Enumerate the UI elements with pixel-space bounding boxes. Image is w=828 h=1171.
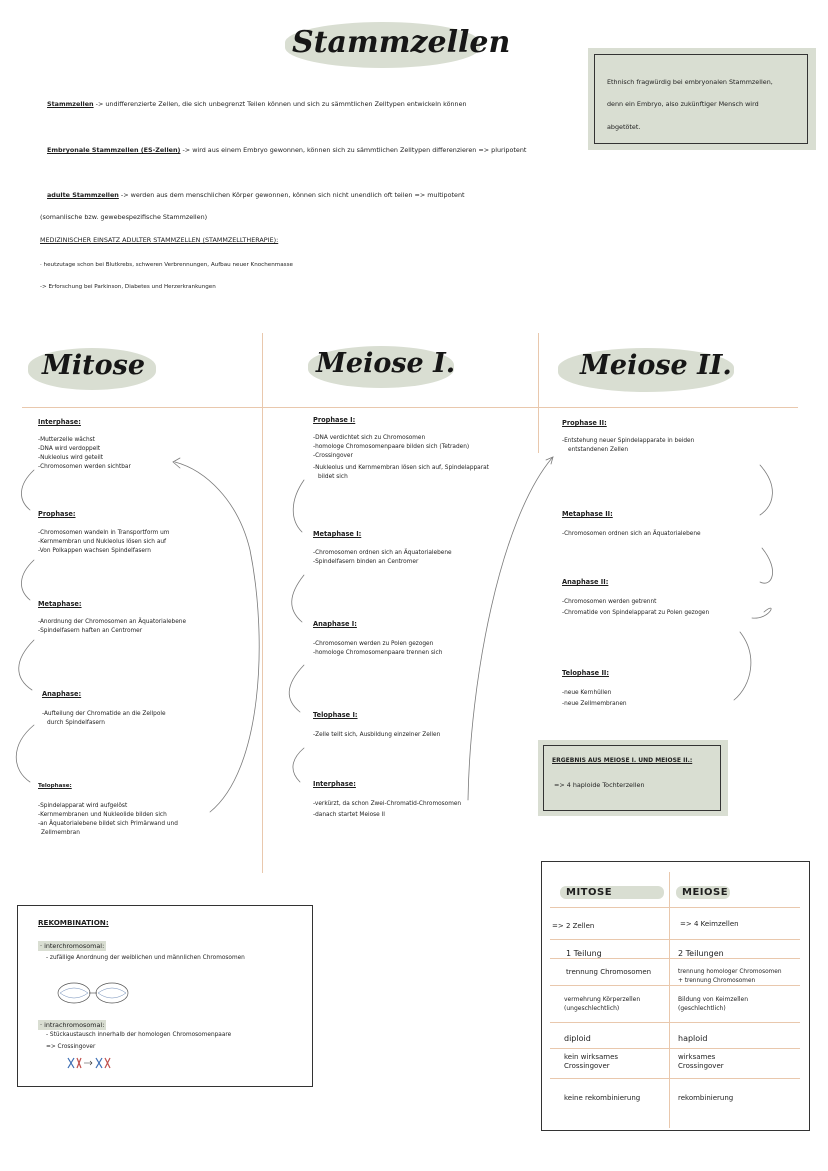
table-cell: diploid — [564, 1034, 591, 1043]
phase-line: -Spindelfasern binden an Centromer — [313, 559, 419, 565]
table-cell: rekombinierung — [678, 1094, 734, 1102]
phase-heading: Anaphase II: — [562, 578, 609, 586]
phase-line: -homologe Chromosomenpaare bilden sich (Tetraden) — [313, 444, 470, 450]
phase-line: -neue Zellmembranen — [562, 701, 627, 707]
phase-line: -Mutterzelle wächst — [38, 437, 95, 443]
phase-line: -Chromosomen werden getrennt — [562, 599, 657, 605]
phase-heading: Telophase II: — [562, 669, 609, 677]
table-row-line — [550, 1022, 800, 1023]
intra-text: - Stückaustausch innerhalb der homologen Chromosomenpaare — [46, 1032, 232, 1038]
ethics-line-1: Ethnisch fragwürdig bei embryonalen Stammzellen, — [607, 78, 773, 86]
intra-result: => Crossingover — [46, 1044, 96, 1050]
phase-line: -an Äquatorialebene bildet sich Primärwand und — [38, 821, 178, 827]
phase-heading: Interphase: — [313, 780, 356, 788]
med-line-2: -> Erforschung bei Parkinson, Diabetes und Herzerkrankungen — [40, 284, 216, 290]
phase-line: -DNA wird verdoppelt — [38, 446, 101, 452]
phase-line: Zellmembran — [41, 830, 80, 836]
meiose2-arrow-2 — [760, 548, 773, 583]
table-header-meiose: MEIOSE — [682, 887, 729, 898]
phase-line: -Crossingover — [313, 453, 353, 459]
inter-text: - zufällige Anordnung der weiblichen und männlichen Chromosomen — [46, 955, 245, 961]
phase-line: durch Spindelfasern — [47, 720, 105, 726]
phase-heading: Anaphase I: — [313, 620, 357, 628]
med-heading: MEDIZINISCHER EINSATZ ADULTER STAMMZELLEN (STAMMZELLTHERAPIE): — [40, 236, 279, 244]
table-row-line — [550, 939, 800, 940]
meiose-transfer-arrow — [468, 458, 552, 800]
meiose1-title: Meiose I. — [316, 348, 456, 379]
table-cell: haploid — [678, 1034, 708, 1043]
result-text: => 4 haploide Tochterzellen — [554, 781, 645, 789]
phase-heading: Prophase: — [38, 510, 76, 518]
phase-heading: Prophase II: — [562, 419, 607, 427]
meiose2-arrow-4 — [734, 632, 751, 700]
phase-line: -danach startet Meiose II — [313, 812, 386, 818]
table-cell: kein wirksames Crossingover — [564, 1053, 619, 1070]
phase-line: -Chromosomen wandeln in Transportform um — [38, 530, 170, 536]
inter-label: · interchromosomal: — [40, 942, 105, 950]
table-col-divider — [669, 872, 670, 1128]
phase-line: -Chromosomen werden zu Polen gezogen — [313, 641, 434, 647]
def-adult-sub: (somanlische bzw. gewebespezifische Stammzellen) — [40, 213, 208, 221]
phase-line: -Zelle teilt sich, Ausbildung einzelner Zellen — [313, 732, 441, 738]
phase-heading: Telophase I: — [313, 711, 358, 719]
mitose-arrow-3 — [19, 640, 34, 690]
def-stammzellen-term: Stammzellen — [47, 100, 94, 108]
def-es-text: -> wird aus einem Embryo gewonnen, können sich zu sämmtlichen Zelltypen differenzieren => pluripotent — [182, 146, 527, 154]
meiose2-arrow-1 — [760, 465, 772, 515]
table-cell: wirksames Crossingover — [678, 1053, 724, 1070]
table-cell: => 4 Keimzellen — [680, 920, 739, 928]
table-cell: trennung Chromosomen — [566, 968, 652, 976]
table-cell: Bildung von Keimzellen (geschlechtlich) — [678, 996, 749, 1012]
phase-line: bildet sich — [318, 474, 348, 480]
phase-heading: Telophase: — [38, 783, 72, 789]
phase-line: -DNA verdichtet sich zu Chromosomen — [313, 435, 426, 441]
table-header-mitose: MITOSE — [566, 887, 613, 898]
chromosome-x-2 — [77, 1058, 81, 1068]
phase-line: -Chromosomen ordnen sich an Äquatorialebene — [313, 550, 452, 556]
def-es-term: Embryonale Stammzellen (ES-Zellen) — [47, 146, 181, 154]
def-adult-text: -> werden aus dem menschlichen Körper gewonnen, können sich nicht unendlich oft teilen => multipotent — [120, 191, 465, 199]
meiose1-arrow-2 — [292, 575, 304, 622]
cell-right-spindle — [98, 988, 126, 998]
meiose1-arrow-1 — [293, 480, 304, 532]
phase-line: -Chromosomen ordnen sich an Äquatorialebene — [562, 531, 701, 537]
phase-line: -Kernmembran und Nukleolus lösen sich auf — [38, 539, 167, 545]
table-cell: trennung homologer Chromosomen + trennung Chromosomen — [678, 969, 782, 984]
def-adult-term: adulte Stammzellen — [47, 191, 119, 199]
mitose-arrow-4 — [16, 725, 34, 782]
phase-line: -Nukleolus wird geteilt — [38, 455, 104, 461]
phase-line: -verkürzt, da schon Zwei-Chromatid-Chromosomen — [313, 801, 462, 807]
crossingover-sketch — [64, 1056, 114, 1070]
cell-left — [58, 983, 90, 1003]
intra-label: · intrachromosomal: — [40, 1021, 105, 1029]
meiose1-arrow-3 — [289, 665, 304, 712]
chromosome-x-1 — [68, 1058, 74, 1068]
phase-heading: Interphase: — [38, 418, 81, 426]
ethics-line-3: abgetötet. — [607, 123, 641, 131]
mitose-title: Mitose — [42, 350, 146, 381]
table-cell: 1 Teilung — [566, 949, 602, 958]
page-title: Stammzellen — [292, 25, 511, 60]
cell-right — [96, 983, 128, 1003]
chromosome-x-4 — [105, 1058, 110, 1068]
phase-line: -Chromatide von Spindelapparat zu Polen gezogen — [562, 610, 710, 616]
table-row-line — [550, 1078, 800, 1079]
phase-heading: Anaphase: — [42, 690, 82, 698]
phase-heading: Prophase I: — [313, 416, 356, 424]
rekombination-heading: REKOMBINATION: — [38, 918, 109, 927]
phase-line: -Spindelfasern haften an Centromer — [38, 628, 143, 634]
mitose-arrow-2 — [21, 560, 34, 600]
phase-line: -Aufteilung der Chromatide an die Zellpole — [42, 711, 166, 717]
phase-line: -Nukleolus und Kernmembran lösen sich auf, Spindelapparat — [313, 465, 489, 471]
chromosome-x-3 — [96, 1058, 102, 1068]
phase-line: entstandenen Zellen — [568, 447, 629, 453]
phase-line: -Chromosomen werden sichtbar — [38, 464, 131, 470]
rekombination-box — [17, 905, 313, 1087]
mitose-return-arrow — [175, 462, 259, 812]
table-cell: => 2 Zellen — [552, 922, 595, 930]
table-cell: keine rekombinierung — [564, 1094, 641, 1102]
phase-line: -Spindelapparat wird aufgelöst — [38, 803, 128, 809]
phase-line: -neue Kernhüllen — [562, 690, 612, 696]
table-row-line — [550, 1048, 800, 1049]
phase-line: -Anordnung der Chromosomen an Äquatorialebene — [38, 619, 187, 625]
ethics-line-2: denn ein Embryo, also zukünftiger Mensch wird — [607, 100, 759, 108]
meiose2-arrow-3 — [752, 608, 771, 618]
meiose1-arrow-4 — [293, 748, 304, 782]
table-row-line — [550, 985, 800, 986]
phase-line: -Entstehung neuer Spindelapparate in beiden — [562, 438, 695, 444]
phase-heading: Metaphase II: — [562, 510, 613, 518]
cell-left-spindle — [60, 988, 88, 998]
result-heading: ERGEBNIS AUS MEIOSE I. UND MEIOSE II.: — [552, 757, 693, 764]
phase-heading: Metaphase: — [38, 600, 82, 608]
table-cell: 2 Teilungen — [678, 949, 724, 958]
med-line-1: · heutzutage schon bei Blutkrebs, schweren Verbrennungen, Aufbau neuer Knochenmasse — [40, 262, 293, 268]
def-stammzellen-text: -> undifferenzierte Zellen, die sich unbegrenzt Teilen können und sich zu sämmtlichen Zelltypen entwickeln können — [95, 100, 467, 108]
table-cell: vermehrung Körperzellen (ungeschlechtlich) — [564, 996, 641, 1012]
phase-line: -Kernmembranen und Nukleolide bilden sich — [38, 812, 167, 818]
mitose-arrow-1 — [21, 470, 34, 510]
table-row-line — [550, 907, 800, 908]
meiose2-title: Meiose II. — [580, 350, 732, 381]
phase-line: -Von Polkappen wachsen Spindelfasern — [38, 548, 151, 554]
phase-line: -homologe Chromosomenpaare trennen sich — [313, 650, 443, 656]
cell-division-sketch — [54, 978, 134, 1008]
arrow-right — [84, 1061, 92, 1065]
comparison-table — [541, 861, 810, 1131]
phase-heading: Metaphase I: — [313, 530, 362, 538]
